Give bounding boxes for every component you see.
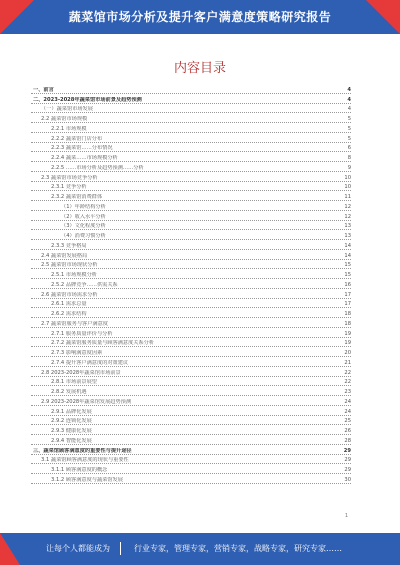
toc-entry-text: （1）年龄结构分析 [61, 203, 106, 210]
report-footer [0, 533, 400, 565]
toc-entry-page: 10 [344, 174, 351, 181]
toc-entry[interactable] [31, 464, 351, 474]
toc-entry-page: 12 [344, 203, 351, 210]
toc-entry-page: 26 [344, 428, 351, 434]
toc-entry-page: 18 [344, 311, 351, 317]
toc-entry[interactable] [31, 416, 351, 426]
toc-entry[interactable] [31, 289, 351, 299]
toc-entry-text: 2.7.1 服务质量评价与分析 [51, 330, 113, 337]
toc-entry-text: 2.3.3 竞争格局 [51, 242, 87, 249]
toc-entry-text: 2.6.2 需求结构 [51, 311, 87, 317]
toc-entry[interactable] [31, 328, 351, 338]
toc-entry[interactable] [31, 182, 351, 192]
toc-entry[interactable] [31, 406, 351, 416]
toc-entry-text: 一、前言 [33, 86, 54, 93]
toc-entry-text: 2.8 2023-2028年蔬菜馆市场前景 [41, 369, 121, 376]
toc-entry[interactable] [31, 455, 351, 465]
toc-entry-text: 2.6.1 需求总量 [51, 301, 87, 308]
toc-entry-text: 3.1.1 顾客满意度的概念 [51, 467, 108, 473]
footer-roles: 行业专家，管理专家，营销专家，战略专家，研究专家…… [134, 544, 342, 553]
toc-entry[interactable] [31, 357, 351, 367]
toc-entry-text: 2.7.4 提升客户满意度的对策建议 [51, 359, 129, 366]
toc-entry-page: 21 [344, 359, 351, 366]
toc-entry-text: 2.2.3 蔬菜馆……分布情况 [51, 145, 113, 152]
toc-entry-text: 2.2.5 ……市场分析及趋势预测……分析 [51, 164, 144, 171]
toc-entry-text: 2.2.1 市场规模 [51, 125, 87, 132]
toc-entry-text: （4）消费习惯分析 [61, 233, 106, 239]
toc-entry-page: 17 [344, 301, 351, 308]
toc-entry[interactable] [31, 152, 351, 162]
toc-entry-text: 3.1 蔬菜馆顾客满意度的现状与重要性 [41, 457, 129, 464]
toc-entry-text: 三、蔬菜馆顾客满意度的重要性与提升途径 [33, 447, 132, 454]
toc-entry[interactable] [31, 269, 351, 279]
page-number: 1 [344, 513, 348, 519]
toc-entry[interactable] [31, 123, 351, 133]
toc-entry-page: 29 [343, 447, 351, 454]
toc-entry-page: 30 [344, 476, 351, 483]
toc-entry[interactable] [31, 250, 351, 260]
toc-entry-page: 5 [347, 135, 351, 142]
toc-entry-text: 2.7.3 影响满意度因素 [51, 350, 103, 356]
toc-entry[interactable] [31, 367, 351, 377]
toc-entry[interactable] [31, 279, 351, 289]
toc-entry-page: 17 [344, 291, 351, 298]
toc-entry-text: 3.1.2 顾客满意度与蔬菜馆发展 [51, 476, 123, 483]
toc-entry-page: 23 [344, 389, 351, 395]
toc-entry[interactable] [31, 347, 351, 357]
toc-entry[interactable] [31, 425, 351, 435]
toc-entry-text: （2）收入水平分析 [61, 213, 106, 220]
toc-entry-text: 2.5.2 品牌竞争……供需关系 [51, 281, 118, 288]
toc-entry-page: 19 [344, 330, 351, 337]
footer-left-accent [0, 533, 20, 565]
toc-entry[interactable] [31, 260, 351, 270]
toc-entry-text: 2.6 蔬菜馆市场需求分析 [41, 291, 98, 298]
toc-entry-page: 29 [344, 467, 351, 473]
toc-entry[interactable] [31, 338, 351, 348]
footer-divider [120, 542, 121, 555]
toc-entry-page: 6 [347, 145, 351, 152]
toc-entry-text: 2.3.2 蔬菜馆消费群体 [51, 194, 103, 200]
toc-entry[interactable] [31, 396, 351, 406]
toc-entry-text: 2.5.1 市场规模分析 [51, 272, 97, 278]
table-of-contents [31, 84, 351, 484]
toc-entry-text: 2.2.4 蔬菜……市场规模分析 [51, 155, 118, 161]
toc-entry[interactable] [31, 299, 351, 309]
toc-entry-page: 22 [344, 379, 351, 386]
toc-entry-text: 2.9.2 连锁化发展 [51, 418, 92, 425]
toc-entry[interactable] [31, 201, 351, 211]
toc-entry-page: 15 [344, 262, 351, 269]
toc-entry[interactable] [31, 445, 351, 455]
toc-entry-page: 18 [344, 320, 351, 327]
toc-entry-page: 24 [344, 398, 351, 405]
toc-entry[interactable] [31, 211, 351, 221]
toc-entry-page: 9 [347, 164, 351, 171]
report-header [0, 0, 400, 34]
toc-entry-text: 2.7.2 蔬菜馆服务质量与顾客满意度关系分析 [51, 340, 155, 347]
toc-entry[interactable] [31, 435, 351, 445]
toc-entry-page: 13 [344, 223, 351, 230]
toc-entry-text: 2.8.2 发展机遇 [51, 389, 87, 395]
toc-entry-text: 2.7 蔬菜馆服务与客户满意度 [41, 320, 108, 327]
toc-entry-page: 24 [344, 408, 351, 415]
toc-entry-text: 2.9.4 智能化发展 [51, 437, 92, 444]
toc-entry-page: 15 [344, 272, 351, 278]
toc-entry-text: 2.8.1 市场前景展望 [51, 379, 97, 386]
toc-entry[interactable] [31, 133, 351, 143]
toc-entry-page: 4 [347, 106, 351, 113]
toc-entry-text: 2.9.1 品牌化发展 [51, 408, 92, 415]
toc-entry-page: 19 [344, 340, 351, 347]
toc-entry-page: 16 [344, 281, 351, 288]
toc-entry[interactable] [31, 474, 351, 484]
toc-entry-page: 4 [347, 96, 351, 103]
toc-title: 内容目录 [173, 61, 226, 76]
toc-entry-page: 5 [347, 116, 351, 122]
toc-entry-page: 22 [344, 369, 351, 376]
toc-entry-text: 2.2.2 蔬菜馆门店分布 [51, 135, 103, 142]
toc-entry-page: 20 [344, 350, 351, 356]
toc-entry-page: 8 [347, 155, 351, 161]
toc-entry-page: 11 [344, 194, 351, 200]
toc-entry-page: 13 [344, 233, 351, 239]
toc-entry-page: 25 [344, 418, 351, 425]
toc-entry-page: 28 [344, 437, 351, 444]
toc-entry[interactable] [31, 308, 351, 318]
toc-entry[interactable] [31, 94, 351, 104]
toc-entry-text: 2.3 蔬菜馆市场竞争分析 [41, 174, 98, 181]
footer-slogan: 让每个人都能成为 [46, 544, 110, 553]
toc-entry-text: （一）蔬菜馆市场发展 [41, 106, 93, 113]
toc-entry[interactable] [31, 221, 351, 231]
toc-entry-text: 2.9 2023-2028年蔬菜馆发展趋势预测 [41, 398, 132, 405]
toc-entry[interactable] [31, 230, 351, 240]
toc-entry[interactable] [31, 143, 351, 153]
toc-entry-text: 2.9.3 健康化发展 [51, 428, 92, 434]
toc-entry-page: 10 [344, 184, 351, 191]
toc-entry[interactable] [31, 386, 351, 396]
toc-entry[interactable] [31, 84, 351, 94]
toc-entry-text: 2.4 蔬菜馆发展格局 [41, 252, 88, 259]
toc-entry-text: 2.5 蔬菜馆市场现状分析 [41, 262, 98, 269]
toc-entry[interactable] [31, 172, 351, 182]
toc-entry-text: 2.2 蔬菜馆市场规模 [41, 116, 88, 122]
toc-entry-page: 14 [344, 252, 351, 259]
toc-entry[interactable] [31, 240, 351, 250]
toc-entry[interactable] [31, 162, 351, 172]
toc-entry[interactable] [31, 113, 351, 123]
toc-entry[interactable] [31, 104, 351, 114]
toc-entry-text: 二、2023-2028年蔬菜馆市场前景及趋势预测 [33, 96, 142, 103]
toc-entry-text: 2.3.1 竞争分析 [51, 184, 87, 191]
toc-entry[interactable] [31, 377, 351, 387]
toc-entry[interactable] [31, 318, 351, 328]
report-title: 蔬菜馆市场分析及提升客户满意度策略研究报告 [68, 10, 332, 24]
toc-entry-page: 14 [344, 242, 351, 249]
toc-entry-page: 4 [347, 86, 351, 93]
toc-entry-page: 5 [347, 125, 351, 132]
toc-entry-page: 12 [344, 213, 351, 220]
toc-entry-text: （3）文化程度分析 [61, 223, 106, 230]
toc-entry-page: 29 [344, 457, 351, 464]
toc-entry[interactable] [31, 191, 351, 201]
